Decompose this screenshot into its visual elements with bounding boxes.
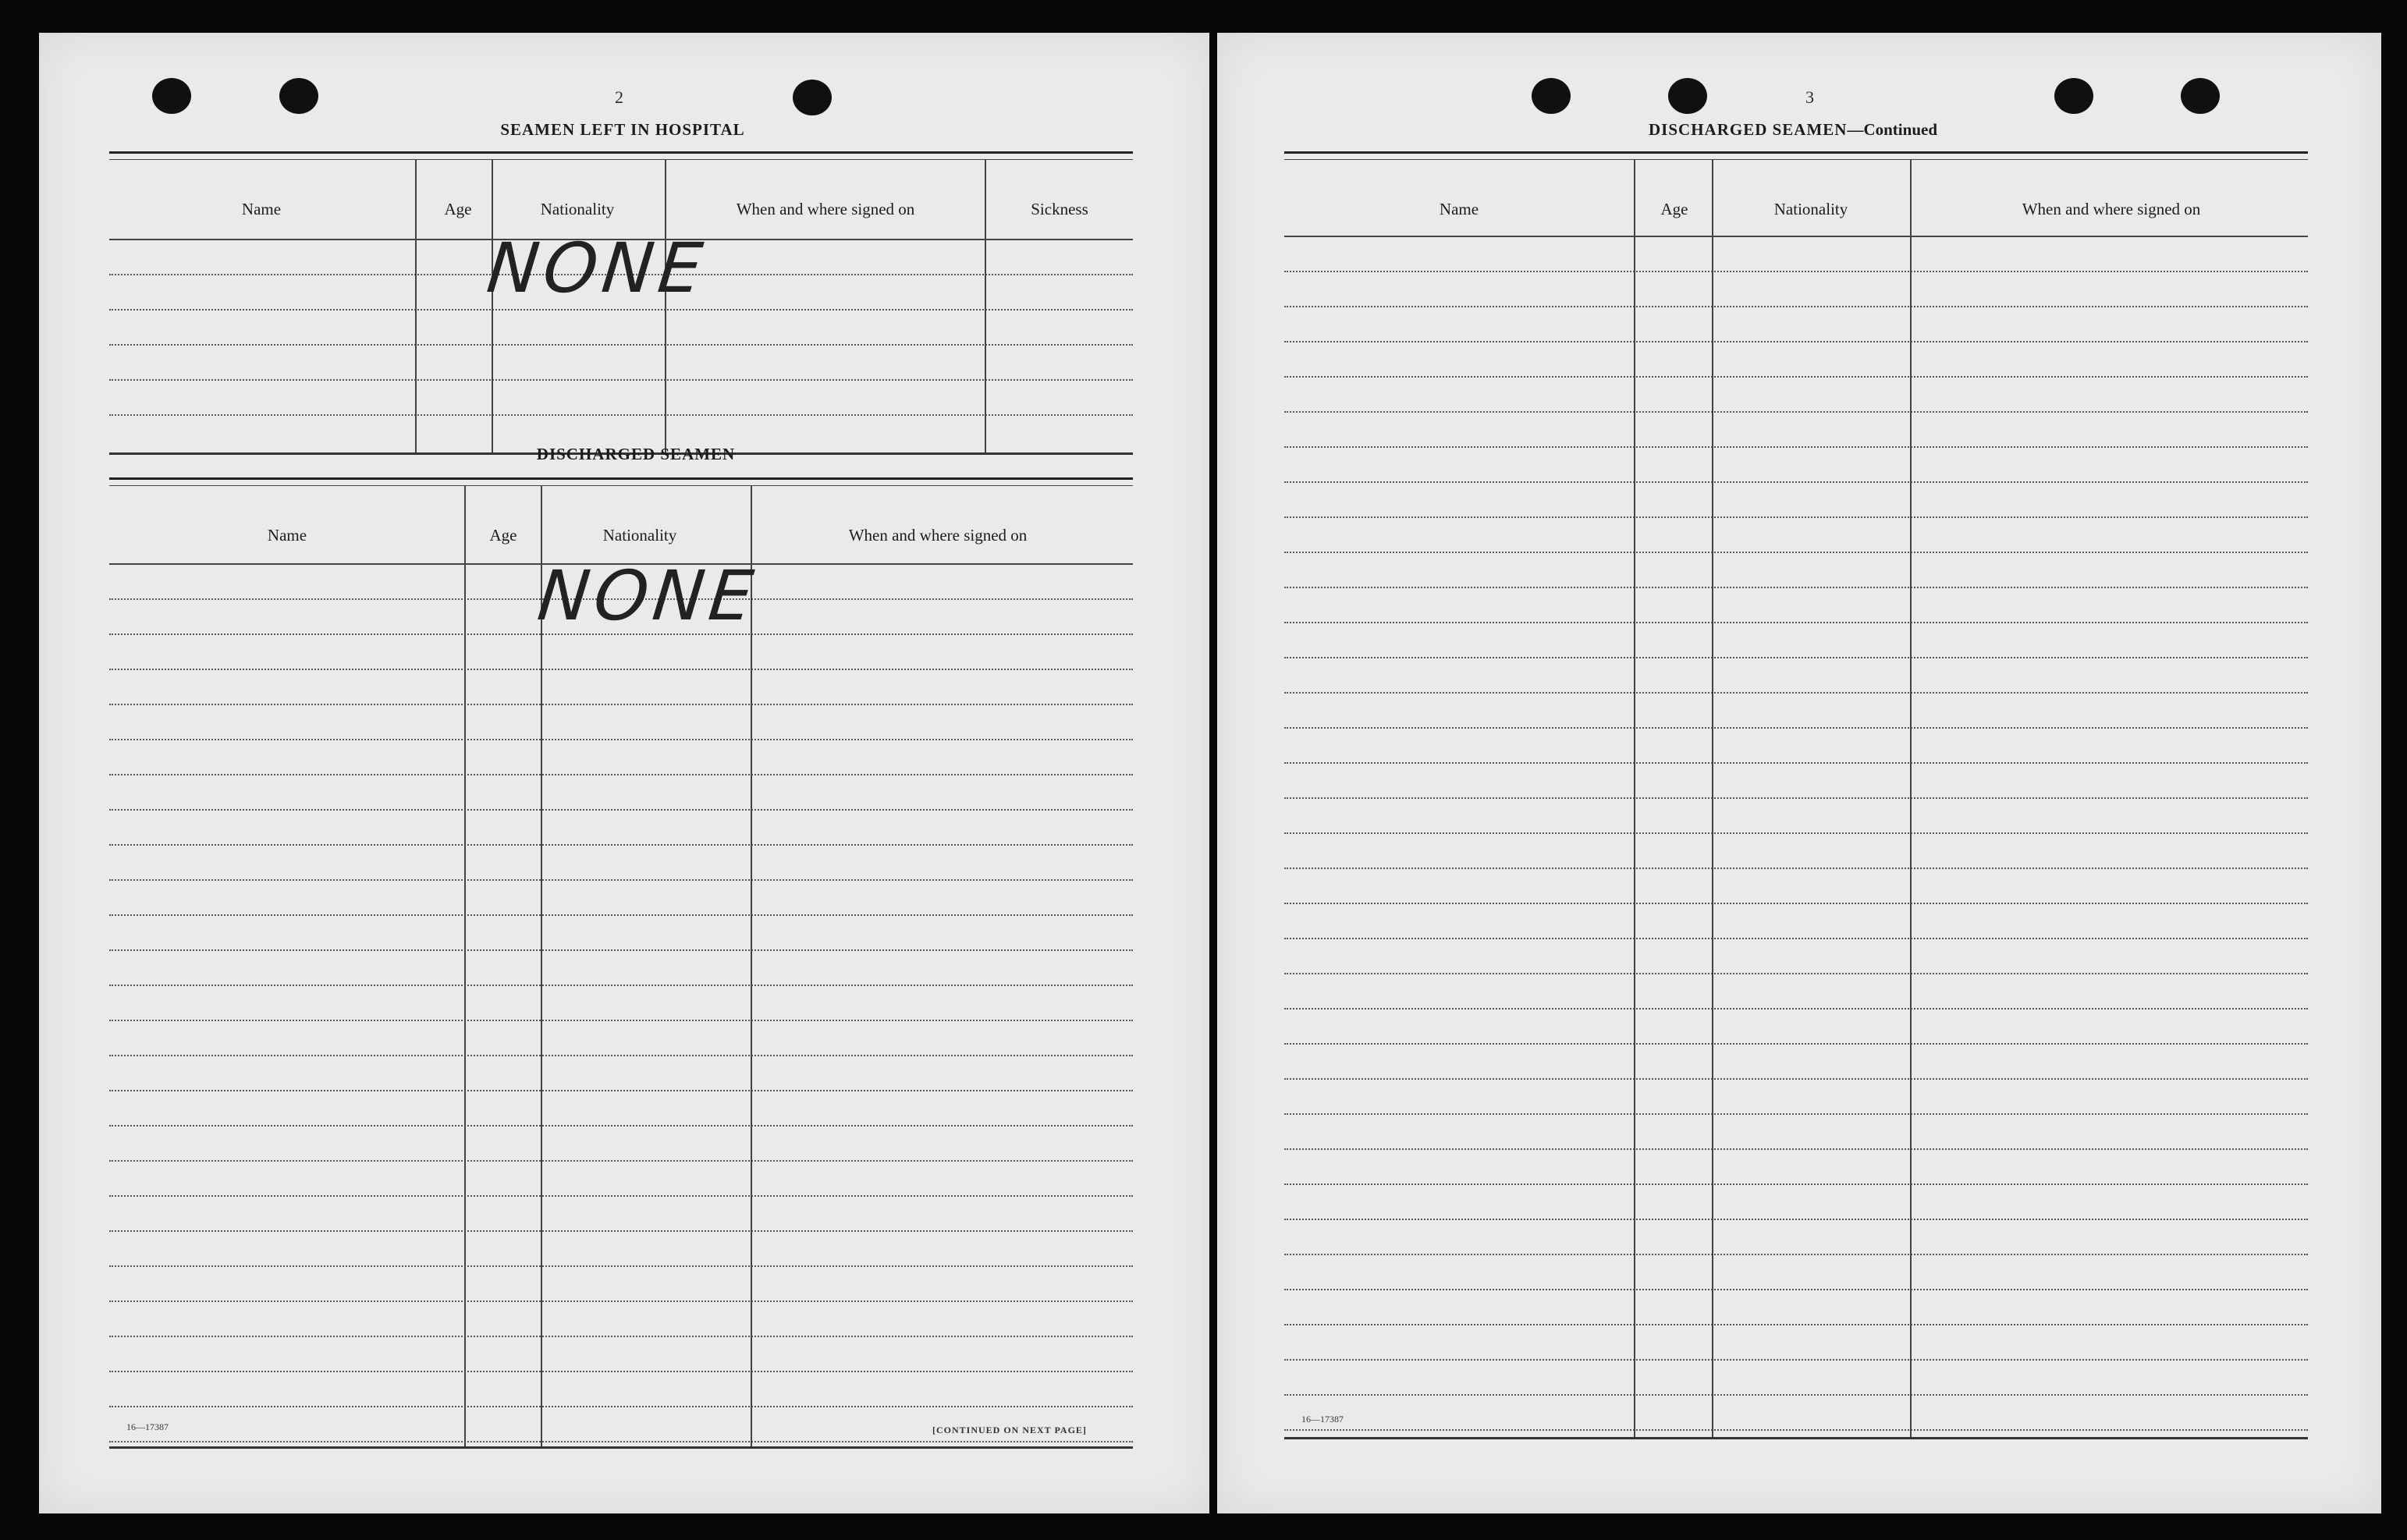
left-page: [39, 33, 1209, 1513]
row-rule: [109, 1055, 1133, 1056]
continued-note: [CONTINUED ON NEXT PAGE]: [932, 1425, 1087, 1435]
hospital-section-title: SEAMEN LEFT IN HOSPITAL: [500, 120, 745, 139]
punch-hole: [279, 78, 318, 114]
row-rule: [109, 669, 1133, 670]
row-rule: [109, 704, 1133, 705]
row-rule: [109, 844, 1133, 846]
form-number: 16—17387: [126, 1421, 169, 1432]
row-rule: [109, 1020, 1133, 1021]
row-rule: [109, 879, 1133, 881]
row-rule: [109, 1441, 1133, 1442]
row-rule: [1284, 938, 2308, 939]
handwritten-entry: NONE: [483, 228, 711, 308]
row-rule: [1284, 973, 2308, 974]
row-rule: [1284, 1254, 2308, 1255]
row-rule: [1284, 797, 2308, 799]
row-rule: [109, 1125, 1133, 1127]
column-header-age: Age: [489, 526, 517, 545]
row-rule: [1284, 1289, 2308, 1290]
row-rule: [1284, 1078, 2308, 1080]
header-rule: [1284, 236, 2308, 237]
row-rule: [109, 1371, 1133, 1372]
row-rule: [1284, 1394, 2308, 1396]
row-rule: [109, 1090, 1133, 1091]
column-header-signed-on: When and where signed on: [2022, 200, 2201, 218]
row-rule: [109, 985, 1133, 986]
row-rule: [1284, 903, 2308, 904]
punch-hole: [2054, 78, 2093, 114]
row-rule: [1284, 762, 2308, 764]
row-rule: [1284, 306, 2308, 307]
handwritten-entry: NONE: [534, 555, 762, 636]
row-rule: [109, 1265, 1133, 1267]
column-divider: [464, 485, 466, 1446]
title-suffix: —Continued: [1847, 120, 1937, 139]
table-bottom-rule: [1284, 1437, 2308, 1439]
table-top-rule: [109, 477, 1133, 486]
title-text: DISCHARGED SEAMEN: [1649, 120, 1848, 139]
row-rule: [109, 1406, 1133, 1407]
discharged-continued-title: [1649, 120, 1937, 140]
column-divider: [1910, 159, 1912, 1437]
row-rule: [1284, 587, 2308, 588]
column-divider: [1634, 159, 1635, 1437]
punch-hole: [152, 78, 191, 114]
row-rule: [1284, 622, 2308, 623]
row-rule: [1284, 1043, 2308, 1045]
row-rule: [1284, 516, 2308, 518]
page-number: 3: [1805, 87, 1814, 107]
row-rule: [1284, 552, 2308, 553]
row-rule: [1284, 1008, 2308, 1010]
row-rule: [1284, 411, 2308, 413]
table-top-rule: [109, 151, 1133, 160]
row-rule: [109, 379, 1133, 381]
punch-hole: [2181, 78, 2220, 114]
column-header-nationality: Nationality: [602, 526, 677, 545]
column-header-age: Age: [444, 200, 472, 218]
row-rule: [109, 414, 1133, 416]
punch-hole: [793, 80, 832, 115]
row-rule: [1284, 1183, 2308, 1185]
row-rule: [1284, 1324, 2308, 1325]
column-header-sickness: Sickness: [1031, 200, 1088, 218]
row-rule: [1284, 1429, 2308, 1431]
row-rule: [109, 1160, 1133, 1162]
column-header-name: Name: [267, 526, 307, 545]
column-header-name: Name: [1439, 200, 1479, 218]
row-rule: [109, 1300, 1133, 1302]
punch-hole: [1668, 78, 1707, 114]
row-rule: [1284, 727, 2308, 729]
row-rule: [1284, 692, 2308, 694]
column-divider: [415, 159, 417, 452]
column-header-age: Age: [1660, 200, 1688, 218]
row-rule: [109, 914, 1133, 916]
discharged-section-title: DISCHARGED SEAMEN: [536, 445, 736, 463]
row-rule: [109, 774, 1133, 775]
column-header-nationality: Nationality: [540, 200, 615, 218]
table-bottom-rule: [109, 1446, 1133, 1449]
right-page: [1217, 33, 2381, 1513]
row-rule: [1284, 1219, 2308, 1220]
row-rule: [1284, 1148, 2308, 1150]
form-number: 16—17387: [1301, 1414, 1344, 1425]
column-header-nationality: Nationality: [1773, 200, 1848, 218]
discharged-continued-table: [1284, 151, 2308, 1440]
page-number: 2: [615, 87, 623, 107]
column-header-signed-on: When and where signed on: [736, 200, 915, 218]
row-rule: [1284, 446, 2308, 448]
row-rule: [109, 739, 1133, 740]
row-rule: [1284, 341, 2308, 342]
row-rule: [1284, 1359, 2308, 1361]
punch-hole: [1532, 78, 1571, 114]
row-rule: [109, 1336, 1133, 1337]
column-header-name: Name: [241, 200, 282, 218]
row-rule: [1284, 481, 2308, 483]
row-rule: [1284, 657, 2308, 658]
row-rule: [1284, 868, 2308, 869]
column-divider: [1712, 159, 1713, 1437]
column-divider: [985, 159, 986, 452]
column-header-signed-on: When and where signed on: [848, 526, 1028, 545]
row-rule: [1284, 376, 2308, 378]
row-rule: [109, 1230, 1133, 1232]
table-top-rule: [1284, 151, 2308, 160]
row-rule: [109, 809, 1133, 811]
row-rule: [109, 309, 1133, 310]
row-rule: [1284, 1113, 2308, 1115]
row-rule: [1284, 832, 2308, 834]
row-rule: [1284, 271, 2308, 272]
row-rule: [109, 949, 1133, 951]
row-rule: [109, 344, 1133, 346]
row-rule: [109, 1195, 1133, 1197]
